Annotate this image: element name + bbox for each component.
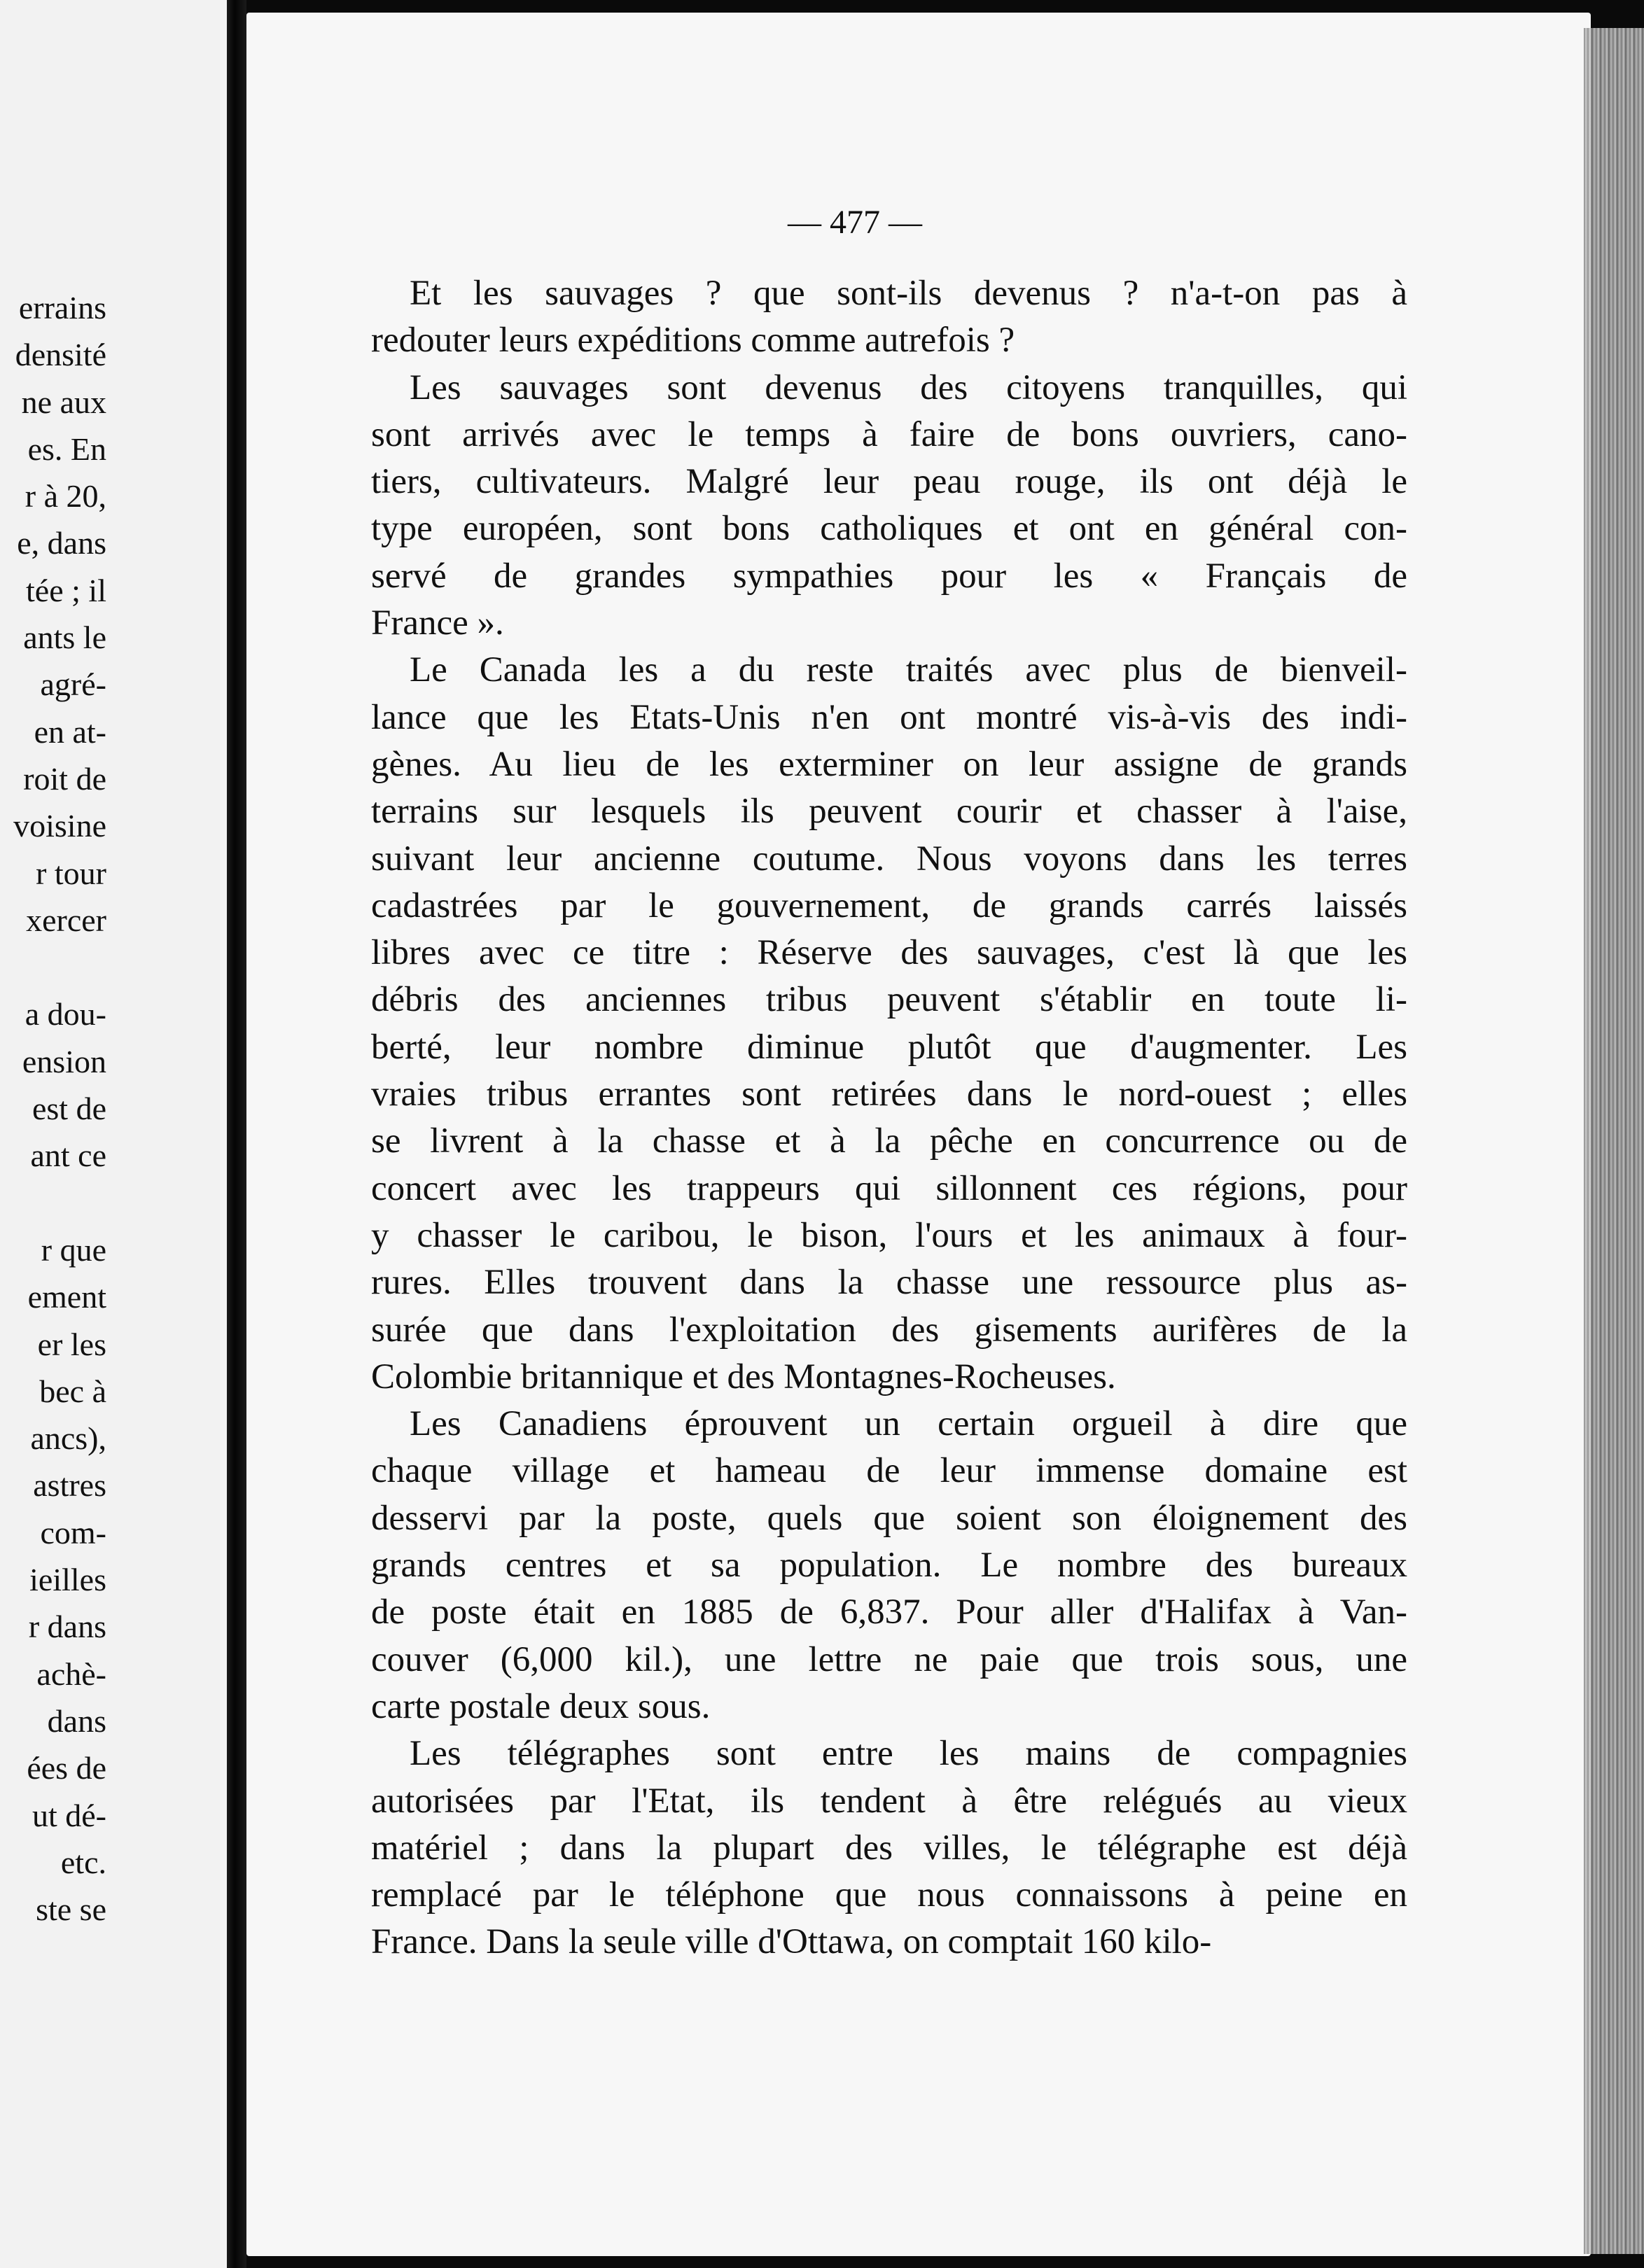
page-number: — 477 —	[788, 204, 922, 241]
text-line: couver (6,000 kil.), une lettre ne paie que trois sous, une	[371, 1639, 1407, 1679]
left-page-line: ne aux	[21, 384, 106, 420]
left-page-line: ension	[22, 1043, 106, 1079]
left-page-line: est de	[32, 1091, 106, 1127]
left-page-line: agré-	[40, 666, 106, 703]
book-gutter	[227, 0, 246, 2268]
text-line: grands centres et sa population. Le nombre des bureaux	[371, 1546, 1407, 1586]
left-page-line: xercer	[26, 902, 106, 938]
left-page-text	[0, 284, 106, 1933]
text-line: servé de grandes sympathies pour les « Français de	[371, 556, 1407, 596]
text-line: Les Canadiens éprouvent un certain orgueil à dire que	[410, 1404, 1407, 1444]
paragraph	[371, 1401, 1407, 1730]
left-page-line: bec à	[39, 1373, 106, 1409]
left-page-line: es. En	[27, 430, 106, 467]
left-page-line: densité	[15, 337, 106, 373]
left-page-line: r tour	[36, 855, 106, 891]
text-line: gènes. Au lieu de les exterminer on leur assigne de grands	[371, 744, 1407, 784]
left-page-line: errains	[18, 290, 106, 326]
text-line: carte postale deux sous.	[371, 1686, 711, 1726]
text-line: matériel ; dans la plupart des villes, le télégraphe est déjà	[371, 1828, 1407, 1868]
paragraph	[371, 365, 1407, 648]
text-line: suivant leur ancienne coutume. Nous voyons dans les terres	[371, 839, 1407, 878]
left-page-line	[0, 1180, 106, 1226]
left-page-line: r dans	[28, 1609, 106, 1645]
paragraph	[371, 1730, 1407, 1966]
text-line: chaque village et hameau de leur immense domaine est	[371, 1451, 1407, 1491]
text-line: Les télégraphes sont entre les mains de compagnies	[410, 1734, 1407, 1774]
text-line: concert avec les trappeurs qui sillonnent ces régions, pour	[371, 1168, 1407, 1208]
left-page-line: etc.	[60, 1844, 106, 1880]
text-line: cadastrées par le gouvernement, de grands carrés laissés	[371, 886, 1407, 925]
text-line: type européen, sont bons catholiques et ont en général con-	[371, 509, 1407, 549]
text-line: de poste était en 1885 de 6,837. Pour aller d'Halifax à Van-	[371, 1592, 1407, 1632]
left-page-line: ées de	[27, 1750, 106, 1786]
page-fore-edge	[1584, 28, 1644, 2254]
text-line: berté, leur nombre diminue plutôt que d'augmenter. Les	[371, 1027, 1407, 1067]
left-facing-page	[0, 0, 231, 2268]
text-line: Colombie britannique et des Montagnes-Rocheuses.	[371, 1357, 1116, 1396]
left-page-line: tée ; il	[26, 572, 106, 608]
paragraph	[371, 270, 1407, 365]
left-page-line: ant ce	[30, 1138, 106, 1174]
text-line: France. Dans la seule ville d'Ottawa, on comptait 160 kilo-	[371, 1922, 1212, 1962]
left-page-line: r que	[41, 1231, 106, 1268]
left-page-line: ut dé-	[32, 1797, 106, 1833]
body-text	[371, 270, 1407, 1966]
left-page-line: ants le	[23, 620, 106, 656]
text-line: vraies tribus errantes sont retirées dans le nord-ouest ; elles	[371, 1074, 1407, 1114]
left-page-line: achè-	[36, 1656, 106, 1692]
text-line: Et les sauvages ? que sont-ils devenus ? n'a-t-on pas à	[410, 274, 1407, 313]
left-page-line: com-	[40, 1514, 106, 1550]
left-page-line: roit de	[23, 760, 106, 797]
left-page-line: r à 20,	[25, 478, 106, 514]
paragraph	[371, 647, 1407, 1401]
text-line: France ».	[371, 603, 504, 643]
text-line: desservi par la poste, quels que soient son éloignement des	[371, 1498, 1407, 1538]
left-page-line	[0, 944, 106, 990]
left-page-line: ste se	[36, 1891, 106, 1928]
text-line: sont arrivés avec le temps à faire de bons ouvriers, cano-	[371, 414, 1407, 454]
text-line: autorisées par l'Etat, ils tendent à être relégués au vieux	[371, 1781, 1407, 1821]
text-line: redouter leurs expéditions comme autrefois ?	[371, 321, 1015, 360]
left-page-line: dans	[47, 1702, 106, 1739]
text-line: se livrent à la chasse et à la pêche en concurrence ou de	[371, 1121, 1407, 1161]
text-line: surée que dans l'exploitation des gisements aurifères de la	[371, 1310, 1407, 1350]
text-line: terrains sur lesquels ils peuvent courir et chasser à l'aise,	[371, 792, 1407, 832]
text-line: Le Canada les a du reste traités avec plus de bienveil-	[410, 650, 1407, 690]
left-page-line: ement	[27, 1279, 106, 1315]
left-page-line: ancs),	[30, 1420, 106, 1457]
left-page-line: e, dans	[17, 525, 106, 561]
left-page-line: en at-	[34, 713, 106, 750]
left-page-line: a dou-	[25, 996, 106, 1032]
text-line: lance que les Etats-Unis n'en ont montré vis-à-vis des indi-	[371, 697, 1407, 737]
text-line: libres avec ce titre : Réserve des sauvages, c'est là que les	[371, 933, 1407, 973]
text-line: rures. Elles trouvent dans la chasse une ressource plus as-	[371, 1263, 1407, 1303]
text-line: y chasser le caribou, le bison, l'ours et les animaux à four-	[371, 1215, 1407, 1255]
left-page-line: er les	[37, 1326, 106, 1362]
left-page-line: voisine	[13, 808, 106, 844]
left-page-line: ieilles	[29, 1562, 106, 1598]
text-line: débris des anciennes tribus peuvent s'établir en toute li-	[371, 980, 1407, 1020]
text-line: tiers, cultivateurs. Malgré leur peau rouge, ils ont déjà le	[371, 462, 1407, 502]
left-page-line: astres	[33, 1467, 106, 1504]
text-line: Les sauvages sont devenus des citoyens tranquilles, qui	[410, 368, 1407, 407]
text-line: remplacé par le téléphone que nous connaissons à peine en	[371, 1875, 1407, 1915]
